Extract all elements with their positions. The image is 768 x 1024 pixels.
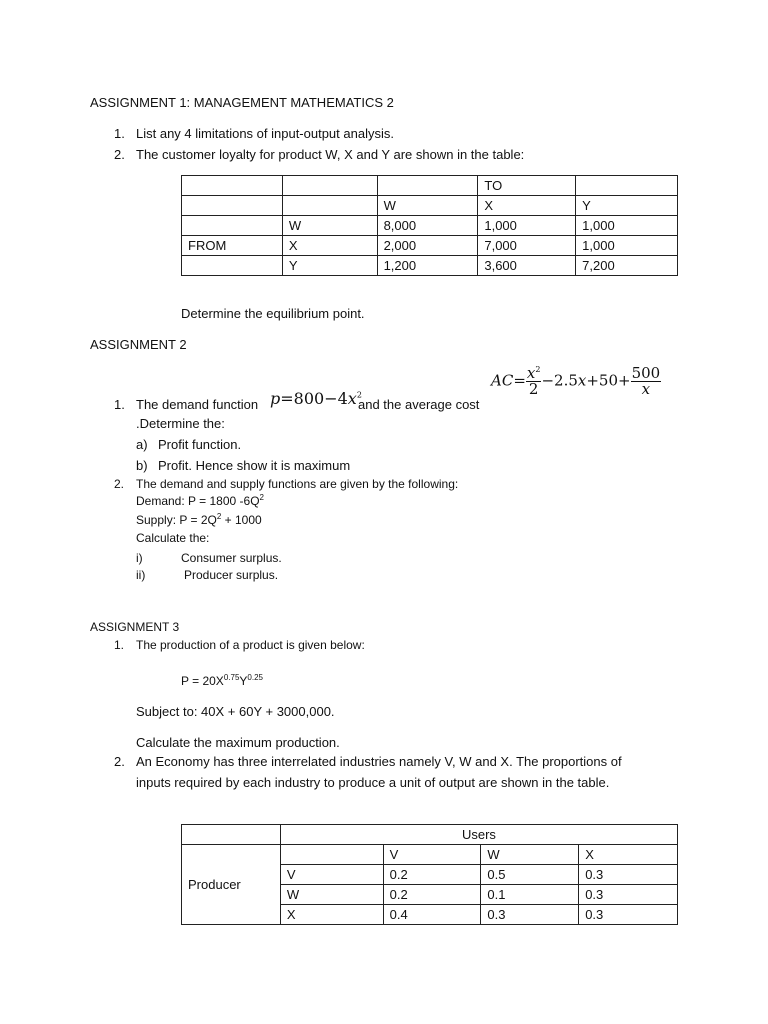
table-row xyxy=(182,216,678,236)
table-row xyxy=(182,176,678,196)
a3-q2-number: 2. xyxy=(114,754,125,769)
sub-item-ii-text: Producer surplus. xyxy=(184,568,279,582)
sub-item-b-text: Profit. Hence show it is maximum xyxy=(158,458,351,473)
table-cell: 7,200 xyxy=(576,256,678,276)
table-row xyxy=(182,825,678,845)
table-cell: 0.3 xyxy=(579,865,678,885)
a3-q2-line2: inputs required by each industry to produce a unit of output are shown in the table. xyxy=(136,775,610,790)
sub-item-a-label: a) xyxy=(136,437,148,452)
a1-q1-number: 1. xyxy=(114,126,125,141)
table-cell: 1,000 xyxy=(576,216,678,236)
column-header: Y xyxy=(576,196,678,216)
table-cell: 0.2 xyxy=(383,885,481,905)
assignment2-title: ASSIGNMENT 2 xyxy=(90,337,187,352)
calculate-the-label: Calculate the: xyxy=(136,531,210,545)
input-proportions-table xyxy=(181,824,678,925)
table-cell: 0.1 xyxy=(481,885,579,905)
table-row xyxy=(182,256,678,276)
table-cell xyxy=(377,176,478,196)
table-cell: 0.3 xyxy=(579,885,678,905)
table-cell: 7,000 xyxy=(478,236,576,256)
table-cell: 1,200 xyxy=(377,256,478,276)
row-group-producer: Producer xyxy=(182,845,281,925)
sub-item-i-text: Consumer surplus. xyxy=(181,551,282,565)
supply-equation: Supply: $P = 2Q^2 + 1000$ xyxy=(136,512,262,527)
a2-q2-number: 2. xyxy=(114,477,125,491)
assignment1-title: ASSIGNMENT 1: MANAGEMENT MATHEMATICS 2 xyxy=(90,95,394,110)
a3-q1-number: 1. xyxy=(114,638,125,652)
a1-q1-text: List any 4 limitations of input-output analysis. xyxy=(136,126,394,141)
table-row xyxy=(182,196,678,216)
a3-q2-line1: An Economy has three interrelated industries namely V, W and X. The proportions of xyxy=(136,754,622,769)
table-cell: 3,600 xyxy=(478,256,576,276)
table-cell: 8,000 xyxy=(377,216,478,236)
sub-item-ii-label: ii) xyxy=(136,568,146,582)
a1-q2-number: 2. xyxy=(114,147,125,162)
a2-q2-text: The demand and supply functions are given by the following: xyxy=(136,477,459,491)
table-cell: 0.3 xyxy=(579,905,678,925)
assignment3-title: ASSIGNMENT 3 xyxy=(90,620,180,634)
column-header: V xyxy=(383,845,481,865)
table-cell: 2,000 xyxy=(377,236,478,256)
a2-q1-text-pre: The demand function xyxy=(136,397,259,412)
row-label: Y xyxy=(282,256,377,276)
row-label: W xyxy=(280,885,383,905)
table-cell xyxy=(182,196,283,216)
table-cell: 0.2 xyxy=(383,865,481,885)
column-header: X xyxy=(579,845,678,865)
sub-item-i-label: i) xyxy=(136,551,143,565)
constraint-text: Subject to: 40X + 60Y + 3000,000. xyxy=(136,704,335,719)
table-header-users: Users xyxy=(280,825,677,845)
row-group-from: FROM xyxy=(182,236,283,256)
table-cell xyxy=(280,845,383,865)
customer-loyalty-table xyxy=(181,175,678,276)
average-cost-formula: AC= $\frac{x^2}{2}$ −2.5x+50+ $\frac{500}{x}$ xyxy=(491,364,661,398)
table-cell xyxy=(282,176,377,196)
table-cell xyxy=(282,196,377,216)
table-cell xyxy=(182,825,281,845)
table-cell: 0.5 xyxy=(481,865,579,885)
row-label: W xyxy=(282,216,377,236)
calculate-max-text: Calculate the maximum production. xyxy=(136,735,340,750)
sub-item-a-text: Profit function. xyxy=(158,437,242,452)
a2-q1-text-cont: .Determine the: xyxy=(136,416,225,431)
demand-equation: Demand: P = 1800 $-6Q^2$ xyxy=(136,493,264,508)
table-cell xyxy=(182,176,283,196)
production-function: $P = 20X^{0.75}Y^{0.25}$ xyxy=(181,673,263,688)
table-cell: 0.3 xyxy=(481,905,579,925)
row-label: V xyxy=(280,865,383,885)
table-header-to: TO xyxy=(478,176,576,196)
a2-q1-text-mid: and the average cost xyxy=(358,397,480,412)
column-header: X xyxy=(478,196,576,216)
column-header: W xyxy=(377,196,478,216)
table-cell xyxy=(182,216,283,236)
equilibrium-instruction: Determine the equilibrium point. xyxy=(181,306,365,321)
table-cell: 1,000 xyxy=(576,236,678,256)
a3-q1-text: The production of a product is given below: xyxy=(136,638,365,652)
demand-function-formula: $p=800-4x^2$ xyxy=(270,389,362,408)
table-cell xyxy=(182,256,283,276)
column-header: W xyxy=(481,845,579,865)
row-label: X xyxy=(282,236,377,256)
sub-item-b-label: b) xyxy=(136,458,148,473)
table-cell: 0.4 xyxy=(383,905,481,925)
table-cell: 1,000 xyxy=(478,216,576,236)
table-row xyxy=(182,236,678,256)
a2-q1-number: 1. xyxy=(114,397,125,412)
table-cell xyxy=(576,176,678,196)
table-row xyxy=(182,845,678,865)
row-label: X xyxy=(280,905,383,925)
a1-q2-text: The customer loyalty for product W, X and Y are shown in the table: xyxy=(136,147,525,162)
